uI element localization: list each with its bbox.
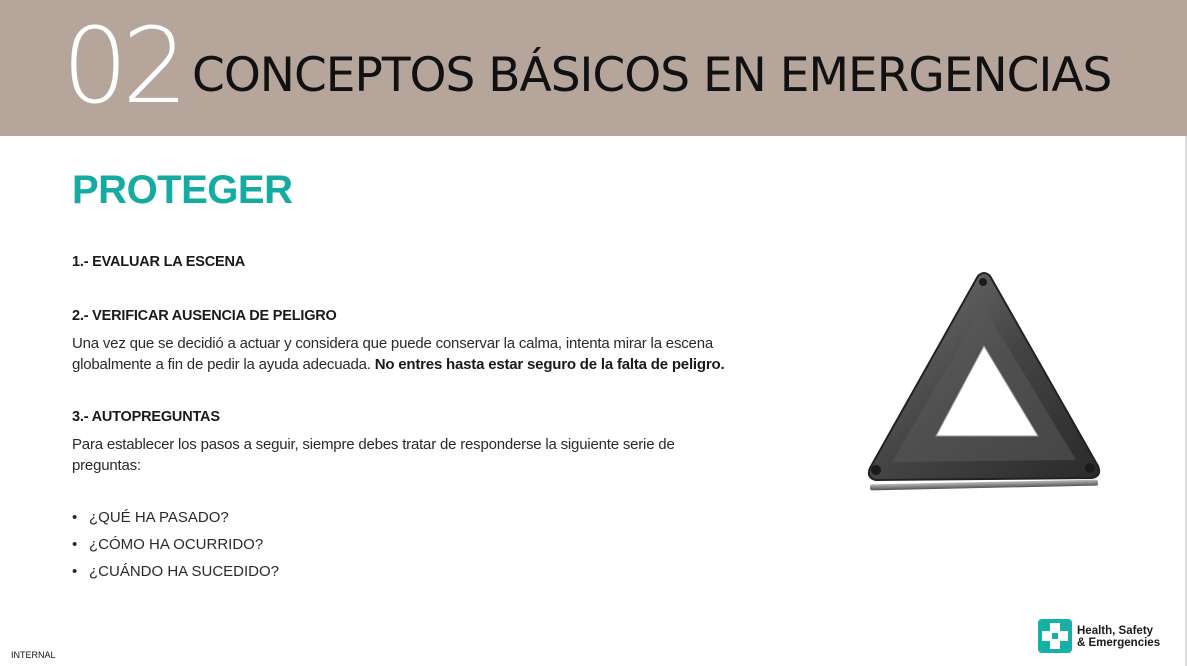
list-item	[72, 507, 279, 534]
question-text: ¿QUÉ HA PASADO?	[89, 509, 229, 526]
chapter-title: CONCEPTOS BÁSICOS EN EMERGENCIAS	[192, 48, 1112, 103]
bullet-icon: •	[72, 536, 78, 553]
step-2-bold-text: No entres hasta estar seguro de la falta de peligro.	[374, 356, 725, 373]
list-item	[72, 534, 279, 561]
header-banner	[0, 0, 1187, 136]
logo-text	[1077, 625, 1160, 649]
bullet-icon: •	[72, 563, 78, 580]
classification-label: INTERNAL	[11, 650, 56, 660]
step-3-heading: 3.- AUTOPREGUNTAS	[72, 409, 220, 425]
question-text: ¿CUÁNDO HA SUCEDIDO?	[89, 563, 280, 580]
step-2-text: Una vez que se decidió a actuar y considera que puede conservar la calma, intenta mirar la escena globalmente a fin de pedir la ayuda adecuada.	[72, 335, 713, 373]
chapter-number: 02	[62, 5, 183, 127]
step-1-heading: 1.- EVALUAR LA ESCENA	[72, 254, 246, 270]
step-3-paragraph: Para establecer los pasos a seguir, siempre debes tratar de responderse la siguiente serie de preguntas:	[72, 436, 675, 474]
logo-line-2: & Emergencies	[1077, 637, 1161, 649]
step-2-heading: 2.- VERIFICAR AUSENCIA DE PELIGRO	[72, 308, 337, 324]
section-title: PROTEGER	[72, 168, 293, 212]
step-2-paragraph	[72, 333, 742, 375]
questions-list	[72, 507, 279, 588]
logo-line-1: Health, Safety	[1077, 625, 1154, 637]
list-item	[72, 561, 279, 588]
bullet-icon: •	[72, 509, 78, 526]
warning-triangle-icon	[862, 268, 1106, 498]
question-text: ¿CÓMO HA OCURRIDO?	[89, 536, 264, 553]
hse-logo	[1038, 619, 1178, 655]
medical-cross-icon	[1038, 619, 1072, 653]
